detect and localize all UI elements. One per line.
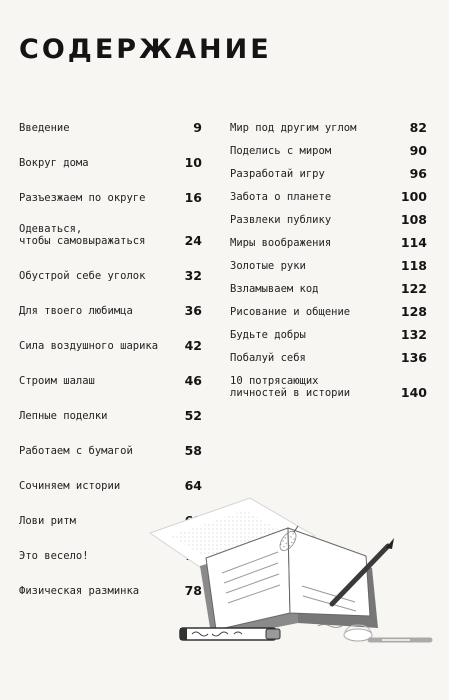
toc-entry: [230, 237, 427, 249]
toc-entry-page: 52: [184, 408, 202, 423]
toc-entry-page: 108: [400, 212, 427, 227]
toc-entry-page: 42: [184, 338, 202, 353]
toc-entry-label: Лови ритм: [19, 515, 76, 527]
toc-entry-label: Мир под другим углом: [230, 122, 357, 134]
toc-entry-label: Обустрой себе уголок: [19, 270, 146, 282]
toc-entry-page: 132: [400, 327, 427, 342]
toc-entry-label: Разработай игру: [230, 168, 325, 180]
toc-entry-page: 24: [184, 233, 202, 248]
toc-entry-label: Одеваться, чтобы самовыражаться: [19, 223, 146, 247]
toc-entry: [19, 305, 202, 317]
toc-entry-label: Строим шалаш: [19, 375, 95, 387]
toc-entry-page: 9: [193, 120, 202, 135]
marker: [180, 628, 280, 640]
toc-entry-page: 128: [400, 304, 427, 319]
toc-entry-page: 82: [409, 120, 427, 135]
toc-entry: [230, 214, 427, 226]
toc-entry-page: 46: [184, 373, 202, 388]
toc-entry: [230, 145, 427, 157]
toc-entry-page: 16: [184, 190, 202, 205]
toc-entry-page: 114: [400, 235, 427, 250]
toc-entry-label: Вокруг дома: [19, 157, 89, 169]
toc-entry-label: Забота о планете: [230, 191, 332, 203]
toc-entry: [230, 352, 427, 364]
toc-entry-label: Сила воздушного шарика: [19, 340, 159, 352]
toc-entry-page: 32: [184, 268, 202, 283]
toc-entry-page: 136: [400, 350, 427, 365]
toc-entry-label: Взламываем код: [230, 283, 319, 295]
toc-entry-label: Для твоего любимца: [19, 305, 133, 317]
toc-entry: [19, 340, 202, 352]
toc-entry: [230, 306, 427, 318]
toc-entry-page: 58: [184, 443, 202, 458]
toc-entry-page: 10: [184, 155, 202, 170]
toc-right-column: [230, 122, 427, 399]
page-title: СОДЕРЖАНИЕ: [19, 34, 272, 65]
toc-entry: [19, 410, 202, 422]
toc-entry: [19, 122, 202, 134]
toc-entry: [19, 375, 202, 387]
toc-entry-page: 100: [400, 189, 427, 204]
toc-entry: [230, 122, 427, 134]
toc-entry-label: 10 потрясающих личностей в истории: [230, 375, 351, 399]
toc-entry-label: Разъезжаем по округе: [19, 192, 146, 204]
toc-entry: [19, 223, 202, 247]
toc-entry-page: 118: [400, 258, 427, 273]
toc-entry-page: 96: [409, 166, 427, 181]
toc-entry-label: Будьте добры: [230, 329, 306, 341]
toc-entry-label: Поделись с миром: [230, 145, 332, 157]
toc-entry-label: Золотые руки: [230, 260, 306, 272]
toc-entry: [230, 329, 427, 341]
toc-entry-label: Развлеки публику: [230, 214, 332, 226]
toc-entry-label: Это весело!: [19, 550, 89, 562]
toc-entry-page: 36: [184, 303, 202, 318]
toc-entry: [19, 192, 202, 204]
toc-entry-label: Введение: [19, 122, 70, 134]
toc-entry-label: Миры воображения: [230, 237, 332, 249]
toc-entry: [19, 445, 202, 457]
toc-entry-page: 64: [184, 478, 202, 493]
toc-entry-page: 122: [400, 281, 427, 296]
desk-illustration: [140, 488, 440, 658]
toc-entry-label: Побалуй себя: [230, 352, 306, 364]
toc-entry: [230, 168, 427, 180]
toc-entry: [230, 375, 427, 399]
toc-entry-page: 90: [409, 143, 427, 158]
toc-entry-page: 140: [400, 385, 427, 400]
toc-entry: [230, 191, 427, 203]
toc-entry-label: Сочиняем истории: [19, 480, 121, 492]
toc-entry: [230, 260, 427, 272]
toc-entry-label: Лепные поделки: [19, 410, 108, 422]
toc-entry: [230, 283, 427, 295]
toc-entry-label: Работаем с бумагой: [19, 445, 133, 457]
toc-entry: [19, 270, 202, 282]
toc-entry-page: 78: [184, 583, 202, 598]
toc-entry-label: Рисование и общение: [230, 306, 351, 318]
toc-entry: [19, 157, 202, 169]
toc-entry-label: Физическая разминка: [19, 585, 140, 597]
